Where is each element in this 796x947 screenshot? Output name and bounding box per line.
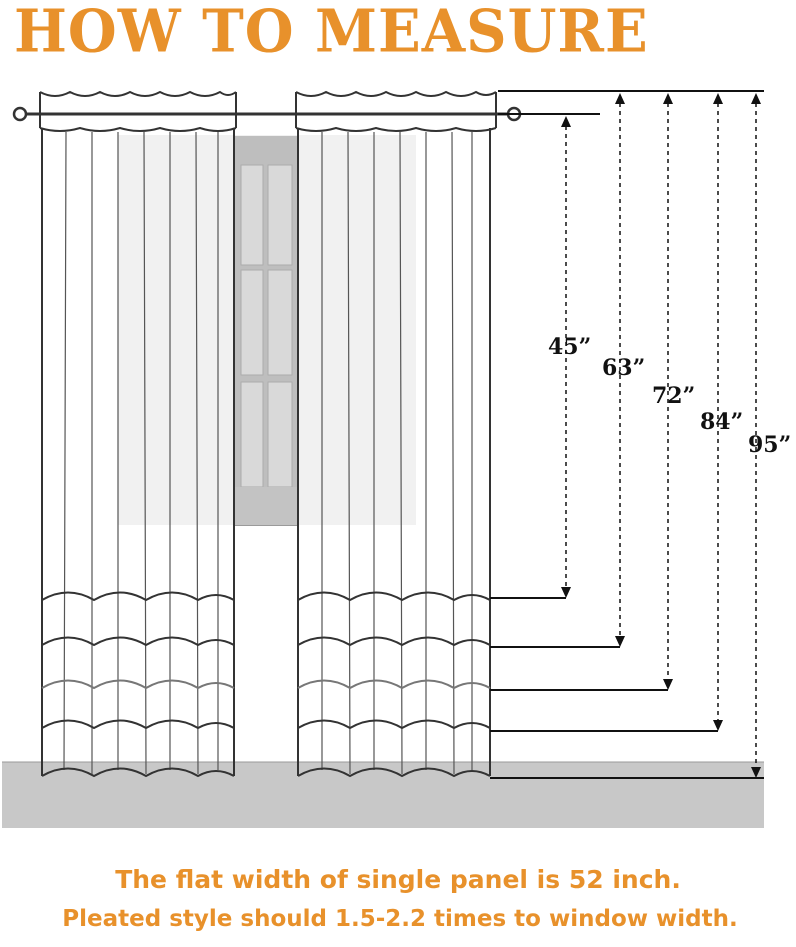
arrow-up-icon bbox=[615, 93, 625, 104]
arrow-up-icon bbox=[751, 93, 761, 104]
arrow-down-icon bbox=[663, 679, 673, 690]
dimension-lines bbox=[490, 93, 791, 778]
length-label-84: 84” bbox=[700, 409, 744, 435]
length-label-45: 45” bbox=[548, 334, 592, 360]
length-label-72: 72” bbox=[652, 383, 696, 409]
page-title: HOW TO MEASURE bbox=[14, 0, 649, 67]
arrow-down-icon bbox=[561, 587, 571, 598]
length-label-95: 95” bbox=[748, 432, 792, 458]
window bbox=[118, 135, 416, 526]
pleat-ratio-caption: Pleated style should 1.5-2.2 times to window width. bbox=[62, 906, 738, 932]
curtain-rod bbox=[14, 108, 520, 120]
panel-width-caption: The flat width of single panel is 52 inch. bbox=[115, 865, 681, 894]
arrow-down-icon bbox=[713, 720, 723, 731]
arrow-down-icon bbox=[615, 636, 625, 647]
arrow-up-icon bbox=[713, 93, 723, 104]
floor bbox=[2, 762, 764, 828]
length-label-63: 63” bbox=[602, 355, 646, 381]
arrow-up-icon bbox=[561, 116, 571, 127]
arrow-up-icon bbox=[663, 93, 673, 104]
